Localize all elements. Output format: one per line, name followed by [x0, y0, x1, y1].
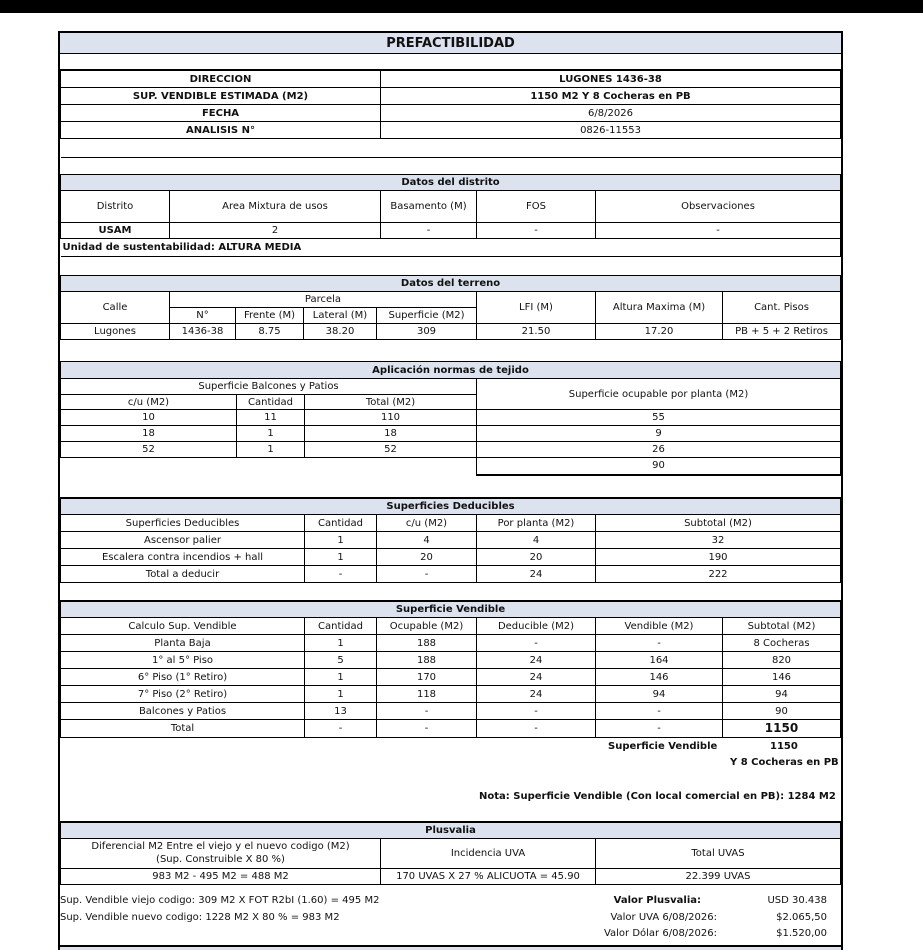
- vendible-cell-5: 8 Cocheras: [723, 635, 841, 652]
- deducibles-row: [61, 566, 841, 583]
- vendible-cell-2: -: [377, 703, 477, 720]
- vendible-total-cell-0: Total: [61, 720, 305, 738]
- vendible-row: [61, 686, 841, 703]
- header-label: DIRECCION: [61, 71, 381, 88]
- deducibles-cell-3: 24: [477, 566, 596, 583]
- deducibles-cell-2: 20: [377, 549, 477, 566]
- deducibles-cell-1: 1: [305, 532, 377, 549]
- vendible-header-5: Subtotal (M2): [723, 618, 841, 635]
- deducibles-row: [61, 532, 841, 549]
- parcela-subheader-3: Superficie (M2): [377, 308, 477, 324]
- vendible-total-cell-4: -: [596, 720, 723, 738]
- spacer: [60, 341, 841, 362]
- header-value: 0826-11553: [381, 122, 841, 139]
- district-header-1: Area Mixtura de usos: [170, 191, 381, 223]
- plusvalia-title: Plusvalia: [61, 823, 841, 839]
- vendible-cell-1: 13: [305, 703, 377, 720]
- superficie-vendible-label: Superficie Vendible: [608, 741, 718, 752]
- header-row: [61, 105, 841, 122]
- terrain-cell-1: 1436-38: [170, 324, 236, 340]
- deducibles-header-0: Superficies Deducibles: [61, 515, 305, 532]
- header-label: ANALISIS N°: [61, 122, 381, 139]
- deducibles-cell-1: -: [305, 566, 377, 583]
- total-uvas-header: Total UVAS: [596, 839, 841, 869]
- header-label: FECHA: [61, 105, 381, 122]
- district-cell-3: -: [477, 223, 596, 239]
- valor-dolar-label: Valor Dólar 6/08/2026:: [603, 928, 717, 939]
- tejido-cu: 10: [61, 410, 237, 426]
- deducibles-cell-0: Ascensor palier: [61, 532, 305, 549]
- deducibles-cell-0: Total a deducir: [61, 566, 305, 583]
- tejido-ocup: 55: [477, 410, 841, 426]
- tejido-row: [61, 410, 841, 426]
- vendible-cell-5: 94: [723, 686, 841, 703]
- tejido-total: 18: [305, 426, 477, 442]
- plusvalia-section: [60, 822, 841, 885]
- header-value: 6/8/2026: [381, 105, 841, 122]
- header-row: [61, 71, 841, 88]
- deducibles-cell-4: 222: [596, 566, 841, 583]
- vendible-header-4: Vendible (M2): [596, 618, 723, 635]
- vendible-total-cell-1: -: [305, 720, 377, 738]
- vendible-cell-4: -: [596, 703, 723, 720]
- prefactibilidad-report: [58, 31, 843, 950]
- terrain-cell-2: 8.75: [236, 324, 304, 340]
- tejido-cu: 52: [61, 442, 237, 458]
- report-title: PREFACTIBILIDAD: [60, 33, 841, 54]
- vendible-cell-1: 1: [305, 669, 377, 686]
- deducibles-header-2: c/u (M2): [377, 515, 477, 532]
- tejido-row: [61, 426, 841, 442]
- vendible-cell-3: 24: [477, 652, 596, 669]
- sup-vendible-viejo: Sup. Vendible viejo codigo: 309 M2 X FOT R2bI (1.60) = 495 M2: [60, 895, 380, 906]
- vendible-cell-3: 24: [477, 669, 596, 686]
- district-header-4: Observaciones: [596, 191, 841, 223]
- valor-plusvalia: USD 30.438: [767, 895, 827, 906]
- plusvalia-diferencial-header: [61, 839, 381, 869]
- valor-plusvalia-label: Valor Plusvalia:: [613, 895, 701, 906]
- district-header-2: Basamento (M): [381, 191, 477, 223]
- district-cell-0: USAM: [61, 223, 170, 239]
- deducibles-header-4: Subtotal (M2): [596, 515, 841, 532]
- vendible-cell-1: 1: [305, 686, 377, 703]
- header-row: [61, 88, 841, 105]
- vendible-cell-4: 164: [596, 652, 723, 669]
- balcones-subheader-2: Total (M2): [305, 395, 477, 410]
- deducibles-cell-4: 32: [596, 532, 841, 549]
- terrain-pisos-header: Cant. Pisos: [723, 292, 841, 324]
- vendible-header-0: Calculo Sup. Vendible: [61, 618, 305, 635]
- terrain-lfi-header: LFI (M): [477, 292, 596, 324]
- vendible-cell-0: 7° Piso (2° Retiro): [61, 686, 305, 703]
- balcones-header: Superficie Balcones y Patios: [61, 379, 477, 395]
- vendible-header-2: Ocupable (M2): [377, 618, 477, 635]
- vendible-row: [61, 652, 841, 669]
- vendible-cell-0: Balcones y Patios: [61, 703, 305, 720]
- spacer: [60, 54, 841, 70]
- terrain-cell-6: 17.20: [596, 324, 723, 340]
- spacer: [60, 582, 841, 601]
- vendible-row: [61, 703, 841, 720]
- valor-uva-label: Valor UVA 6/08/2026:: [610, 912, 717, 923]
- tejido-ocup: 26: [477, 442, 841, 458]
- sup-vendible-nuevo: Sup. Vendible nuevo codigo: 1228 M2 X 80 % = 983 M2: [60, 912, 340, 923]
- vendible-cell-2: 118: [377, 686, 477, 703]
- plusvalia-cell-0: 983 M2 - 495 M2 = 488 M2: [61, 869, 381, 885]
- tejido-total: 52: [305, 442, 477, 458]
- district-cell-4: -: [596, 223, 841, 239]
- header-value: LUGONES 1436-38: [381, 71, 841, 88]
- district-header-0: Distrito: [61, 191, 170, 223]
- header-label: SUP. VENDIBLE ESTIMADA (M2): [61, 88, 381, 105]
- tejido-title: Aplicación normas de tejido: [61, 362, 841, 379]
- parcela-subheader-1: Frente (M): [236, 308, 304, 324]
- diferencial-line2: (Sup. Construible X 80 %): [156, 853, 285, 865]
- vendible-total-cell-5: 1150: [723, 720, 841, 738]
- deducibles-cell-0: Escalera contra incendios + hall: [61, 549, 305, 566]
- balcones-subheader-0: c/u (M2): [61, 395, 237, 410]
- district-header-3: FOS: [477, 191, 596, 223]
- terrain-calle-header: Calle: [61, 292, 170, 324]
- spacer: [60, 733, 841, 822]
- vendible-cell-4: 94: [596, 686, 723, 703]
- deducibles-cell-3: 20: [477, 549, 596, 566]
- vendible-cell-3: -: [477, 635, 596, 652]
- vendible-section: [60, 601, 841, 738]
- deducibles-title: Superficies Deducibles: [61, 499, 841, 515]
- valor-uva: $2.065,50: [776, 912, 827, 923]
- vendible-cell-3: -: [477, 703, 596, 720]
- vendible-cell-0: 6° Piso (1° Retiro): [61, 669, 305, 686]
- plusvalia-cell-1: 170 UVAS X 27 % ALICUOTA = 45.90: [381, 869, 596, 885]
- terrain-altura-header: Altura Maxima (M): [596, 292, 723, 324]
- vendible-cell-1: 5: [305, 652, 377, 669]
- parcela-subheader-2: Lateral (M): [304, 308, 377, 324]
- vendible-row: [61, 669, 841, 686]
- vendible-cell-0: Planta Baja: [61, 635, 305, 652]
- deducibles-cell-4: 190: [596, 549, 841, 566]
- deducibles-header-1: Cantidad: [305, 515, 377, 532]
- tejido-cant: 1: [237, 442, 305, 458]
- vendible-cell-5: 146: [723, 669, 841, 686]
- vendible-title: Superficie Vendible: [61, 602, 841, 618]
- terrain-cell-7: PB + 5 + 2 Retiros: [723, 324, 841, 340]
- terrain-cell-0: Lugones: [61, 324, 170, 340]
- tejido-cant: 1: [237, 426, 305, 442]
- vendible-total-cell-2: -: [377, 720, 477, 738]
- vendible-cell-1: 1: [305, 635, 377, 652]
- terrain-cell-4: 309: [377, 324, 477, 340]
- superficie-vendible-value: 1150: [770, 741, 798, 752]
- deducibles-cell-1: 1: [305, 549, 377, 566]
- tejido-cu: 18: [61, 426, 237, 442]
- header-info: [60, 70, 841, 158]
- district-cell-1: 2: [170, 223, 381, 239]
- balcones-subheader-1: Cantidad: [237, 395, 305, 410]
- tejido-ocup: 9: [477, 426, 841, 442]
- terrain-parcela-header: Parcela: [170, 292, 477, 308]
- header-value: 1150 M2 Y 8 Cocheras en PB: [381, 88, 841, 105]
- deducibles-header-3: Por planta (M2): [477, 515, 596, 532]
- vendible-total-cell-3: -: [477, 720, 596, 738]
- deducibles-cell-3: 4: [477, 532, 596, 549]
- vendible-header-1: Cantidad: [305, 618, 377, 635]
- deducibles-cell-2: -: [377, 566, 477, 583]
- district-cell-2: -: [381, 223, 477, 239]
- vendible-nota: Nota: Superficie Vendible (Con local comercial en PB): 1284 M2: [479, 791, 836, 802]
- vendible-cell-2: 170: [377, 669, 477, 686]
- district-title: Datos del distrito: [61, 175, 841, 191]
- tejido-total: 110: [305, 410, 477, 426]
- vendible-cell-2: 188: [377, 635, 477, 652]
- vendible-cell-2: 188: [377, 652, 477, 669]
- vendible-row: [61, 635, 841, 652]
- terrain-cell-3: 38.20: [304, 324, 377, 340]
- valor-dolar: $1.520,00: [776, 928, 827, 939]
- vendible-cell-3: 24: [477, 686, 596, 703]
- ocupable-total: 90: [477, 458, 841, 475]
- cocheras-note: Y 8 Cocheras en PB: [730, 757, 839, 768]
- ocupable-header: Superficie ocupable por planta (M2): [477, 379, 841, 410]
- district-note: Unidad de sustentabilidad: ALTURA MEDIA: [61, 239, 841, 257]
- terrain-title: Datos del terreno: [61, 276, 841, 292]
- terrain-section: [60, 275, 841, 340]
- vendible-cell-5: 90: [723, 703, 841, 720]
- plusvalia-cell-2: 22.399 UVAS: [596, 869, 841, 885]
- parcela-subheader-0: N°: [170, 308, 236, 324]
- header-row: [61, 122, 841, 139]
- incidencia-uva-header: Incidencia UVA: [381, 839, 596, 869]
- vendible-cell-4: -: [596, 635, 723, 652]
- spreadsheet-sheet: [0, 13, 923, 950]
- tejido-cant: 11: [237, 410, 305, 426]
- vendible-cell-0: 1° al 5° Piso: [61, 652, 305, 669]
- district-section: [60, 174, 841, 257]
- next-section-header: [60, 945, 841, 950]
- vendible-header-3: Deducible (M2): [477, 618, 596, 635]
- spacer: [60, 445, 841, 498]
- terrain-cell-5: 21.50: [477, 324, 596, 340]
- deducibles-row: [61, 549, 841, 566]
- vendible-cell-5: 820: [723, 652, 841, 669]
- deducibles-section: [60, 498, 841, 583]
- deducibles-cell-2: 4: [377, 532, 477, 549]
- vendible-cell-4: 146: [596, 669, 723, 686]
- diferencial-line1: Diferencial M2 Entre el viejo y el nuevo codigo (M2): [91, 841, 350, 852]
